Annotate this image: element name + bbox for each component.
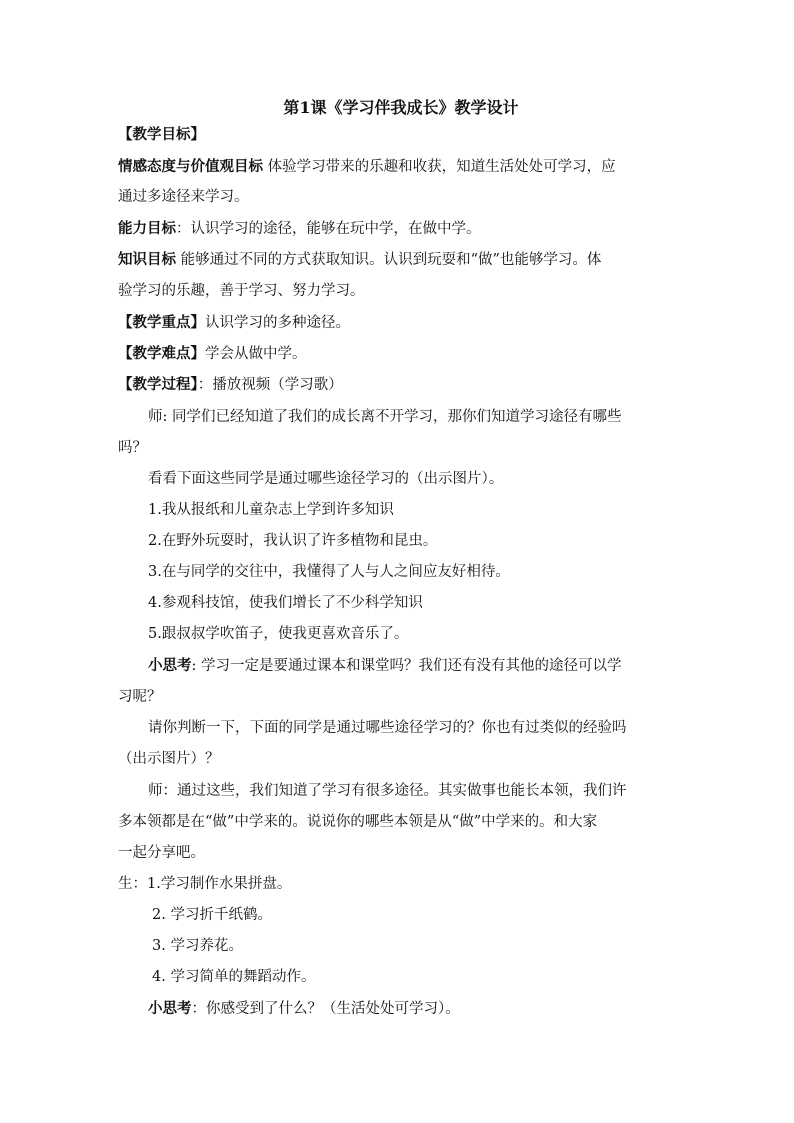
- think-text: : 学习一定是要通过课本和课堂吗？我们还有没有其他的途径可以学: [191, 658, 622, 674]
- think-text: ：你感受到了什么？（生活处处可学习）。: [191, 1001, 460, 1017]
- think-question-1b: 习呢？: [118, 689, 162, 705]
- teacher-line-2a: 师：通过这些，我们知道了学习有很多途径。其实做事也能长本领，我们许: [148, 783, 627, 799]
- key-point-text: 认识学习的多种途径。: [205, 315, 350, 331]
- student-item: 2. 学习折千纸鹤。: [152, 907, 272, 923]
- teacher-line-1a: 师: 同学们已经知道了我们的成长离不开学习，那你们知道学习途径有哪些: [148, 409, 622, 425]
- student-item: 生：1.学习制作水果拼盘。: [118, 876, 292, 892]
- way-item: 5.跟叔叔学吹笛子，使我更喜欢音乐了。: [148, 626, 409, 642]
- process: [118, 374, 343, 396]
- difficulty: [118, 343, 307, 365]
- emotion-objective-line1: [118, 156, 616, 178]
- way-item: 2.在野外玩耍时，我认识了许多植物和昆虫。: [148, 533, 438, 549]
- way-item: 3.在与同学的交往中，我懂得了人与人之间应友好相待。: [148, 564, 510, 580]
- emotion-objective-line2: 通过多途径来学习。: [118, 189, 249, 205]
- knowledge-objective-text: 能够通过不同的方式获取知识。认识到玩耍和“做”也能够学习。体: [176, 252, 602, 268]
- key-point-label: 【教学重点】: [118, 314, 205, 331]
- objectives-header: 【教学目标】: [118, 126, 205, 143]
- knowledge-objective-line1: [118, 249, 601, 271]
- knowledge-objective-label: 知识目标: [118, 251, 176, 268]
- think-label: 小思考: [148, 1000, 192, 1017]
- emotion-objective-label: 情感态度与价值观目标: [118, 158, 263, 175]
- look-instruction: 看看下面这些同学是通过哪些途径学习的（出示图片）。: [148, 471, 504, 487]
- way-item: 4.参观科技馆，使我们增长了不少科学知识: [148, 595, 423, 611]
- page-title: 第1课《学习伴我成长》教学设计: [283, 98, 519, 117]
- teacher-line-2b: 多本领都是在“做”中学来的。说说你的哪些本领是从“做”中学来的。和大家: [118, 814, 598, 830]
- teacher-line-1b: 吗？: [118, 440, 147, 456]
- emotion-objective-text: 体验学习带来的乐趣和收获，知道生活处处可学习，应: [263, 159, 616, 175]
- student-item: 4. 学习简单的舞蹈动作。: [152, 969, 316, 985]
- think-question-1a: [148, 655, 622, 677]
- judge-line-b: （出示图片）？: [118, 751, 220, 767]
- difficulty-text: 学会从做中学。: [205, 346, 307, 362]
- process-text: ：播放视频（学习歌）: [197, 377, 343, 393]
- think-label: 小思考: [148, 657, 192, 674]
- key-point: [118, 312, 350, 334]
- way-item: 1.我从报纸和儿童杂志上学到许多知识: [148, 502, 394, 518]
- difficulty-label: 【教学难点】: [118, 345, 205, 362]
- judge-line-a: 请你判断一下，下面的同学是通过哪些途径学习的？你也有过类似的经验吗: [148, 720, 627, 736]
- ability-objective: [118, 218, 481, 240]
- knowledge-objective-line2: 验学习的乐趣，善于学习、努力学习。: [118, 283, 365, 299]
- think-question-2: [148, 998, 460, 1020]
- ability-objective-label: 能力目标: [118, 220, 176, 237]
- student-item: 3. 学习养花。: [152, 938, 243, 954]
- process-label: 【教学过程】: [118, 376, 198, 393]
- ability-objective-text: ：认识学习的途径，能够在玩中学，在做中学。: [176, 221, 481, 237]
- teacher-line-2c: 一起分享吧。: [118, 845, 205, 861]
